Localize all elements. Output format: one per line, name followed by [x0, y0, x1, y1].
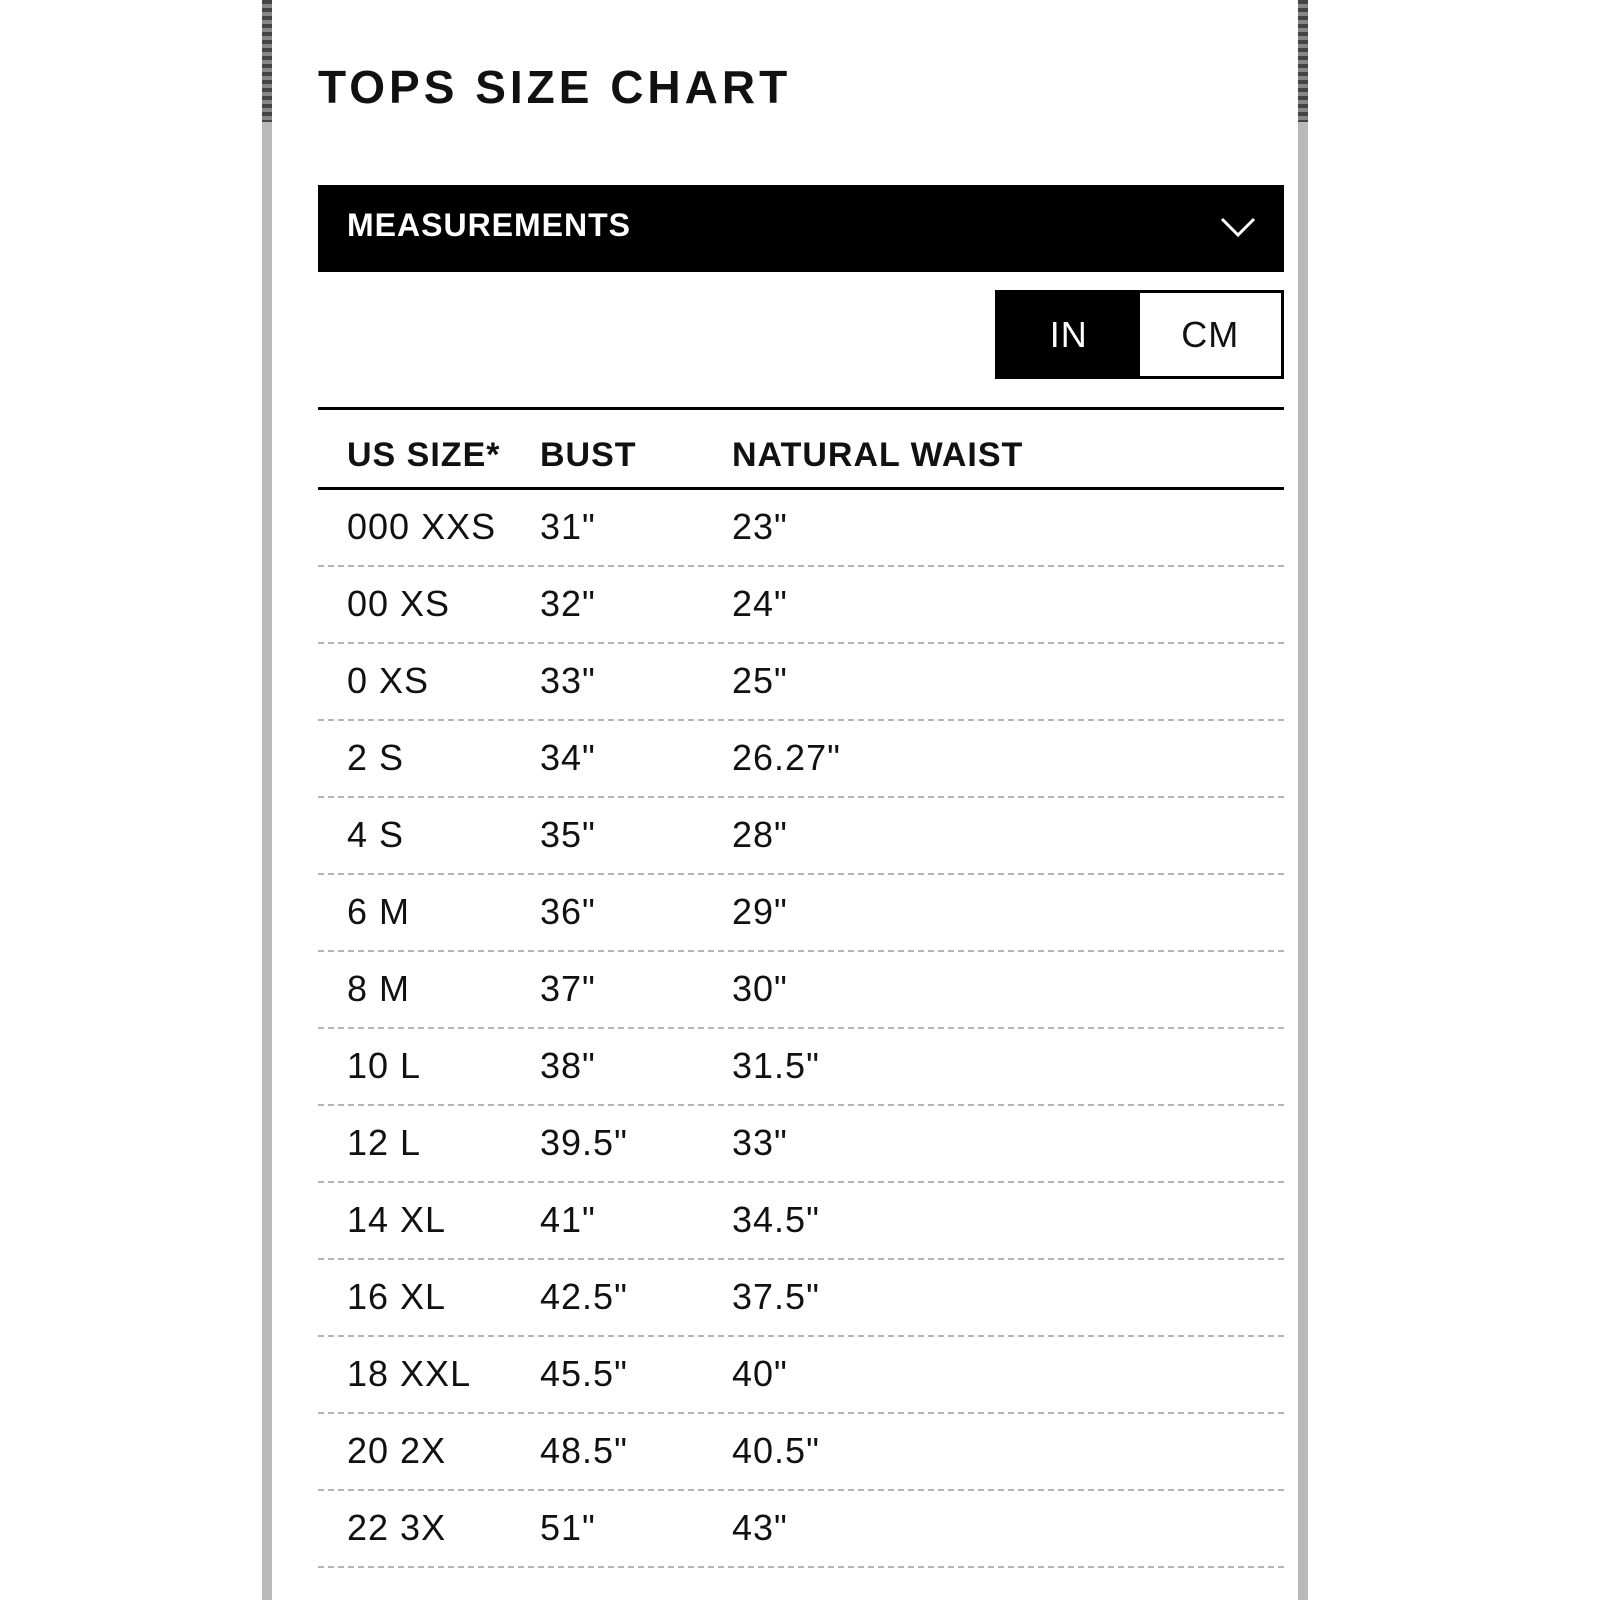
cell-bust: 37": [540, 968, 596, 1009]
cell-bust: 34": [540, 737, 596, 778]
cell-bust: 45.5": [540, 1353, 628, 1394]
cell-natural-waist: 26.27": [732, 737, 841, 778]
cell-natural-waist: 31.5": [732, 1045, 820, 1086]
table-row: [318, 1183, 1284, 1260]
header-bust: BUST: [540, 436, 637, 474]
cell-us-size: 2 S: [347, 737, 405, 778]
cell-natural-waist: 23": [732, 506, 788, 547]
cell-us-size: 000 XXS: [347, 506, 497, 547]
cell-us-size: 20 2X: [347, 1430, 447, 1471]
cell-bust: 36": [540, 891, 596, 932]
cell-us-size: 6 M: [347, 891, 411, 932]
measurements-accordion[interactable]: [318, 185, 1284, 272]
table-row: [318, 1491, 1284, 1568]
cell-natural-waist: 29": [732, 891, 788, 932]
table-row: [318, 1414, 1284, 1491]
table-row: [318, 798, 1284, 875]
cell-natural-waist: 24": [732, 583, 788, 624]
cell-us-size: 16 XL: [347, 1276, 447, 1317]
cell-natural-waist: 37.5": [732, 1276, 820, 1317]
table-row: [318, 567, 1284, 644]
table-body: [318, 490, 1284, 1568]
cell-us-size: 4 S: [347, 814, 405, 855]
chevron-down-icon: [1218, 211, 1258, 241]
table-row: [318, 1337, 1284, 1414]
header-us-size: US SIZE*: [347, 436, 501, 474]
cell-bust: 38": [540, 1045, 596, 1086]
unit-cm-button[interactable]: CM: [1140, 293, 1282, 376]
cell-natural-waist: 40": [732, 1353, 788, 1394]
cell-natural-waist: 40.5": [732, 1430, 820, 1471]
cell-bust: 32": [540, 583, 596, 624]
header-natural-waist: NATURAL WAIST: [732, 436, 1024, 474]
cell-us-size: 18 XXL: [347, 1353, 472, 1394]
table-row: [318, 1106, 1284, 1183]
cell-natural-waist: 34.5": [732, 1199, 820, 1240]
cell-bust: 51": [540, 1507, 596, 1548]
cell-us-size: 14 XL: [347, 1199, 447, 1240]
size-table: [318, 407, 1284, 1568]
table-row: [318, 1260, 1284, 1337]
cell-us-size: 0 XS: [347, 660, 430, 701]
cell-natural-waist: 33": [732, 1122, 788, 1163]
cell-bust: 33": [540, 660, 596, 701]
unit-in-button[interactable]: IN: [998, 293, 1140, 376]
left-edge-marker: [262, 0, 272, 122]
table-row: [318, 952, 1284, 1029]
unit-toggle: [995, 290, 1284, 379]
cell-us-size: 22 3X: [347, 1507, 447, 1548]
table-row: [318, 721, 1284, 798]
table-row: [318, 644, 1284, 721]
cell-natural-waist: 25": [732, 660, 788, 701]
cell-bust: 41": [540, 1199, 596, 1240]
cell-us-size: 12 L: [347, 1122, 422, 1163]
cell-natural-waist: 28": [732, 814, 788, 855]
right-edge-marker: [1298, 0, 1308, 122]
cell-bust: 35": [540, 814, 596, 855]
cell-us-size: 8 M: [347, 968, 411, 1009]
accordion-label: MEASUREMENTS: [347, 207, 632, 243]
cell-bust: 31": [540, 506, 596, 547]
table-header: [318, 410, 1284, 490]
cell-natural-waist: 30": [732, 968, 788, 1009]
cell-bust: 42.5": [540, 1276, 628, 1317]
cell-us-size: 00 XS: [347, 583, 451, 624]
table-row: [318, 490, 1284, 567]
page-title: TOPS SIZE CHART: [318, 61, 792, 113]
table-row: [318, 1029, 1284, 1106]
table-row: [318, 875, 1284, 952]
cell-bust: 48.5": [540, 1430, 628, 1471]
cell-natural-waist: 43": [732, 1507, 788, 1548]
cell-us-size: 10 L: [347, 1045, 422, 1086]
cell-bust: 39.5": [540, 1122, 628, 1163]
